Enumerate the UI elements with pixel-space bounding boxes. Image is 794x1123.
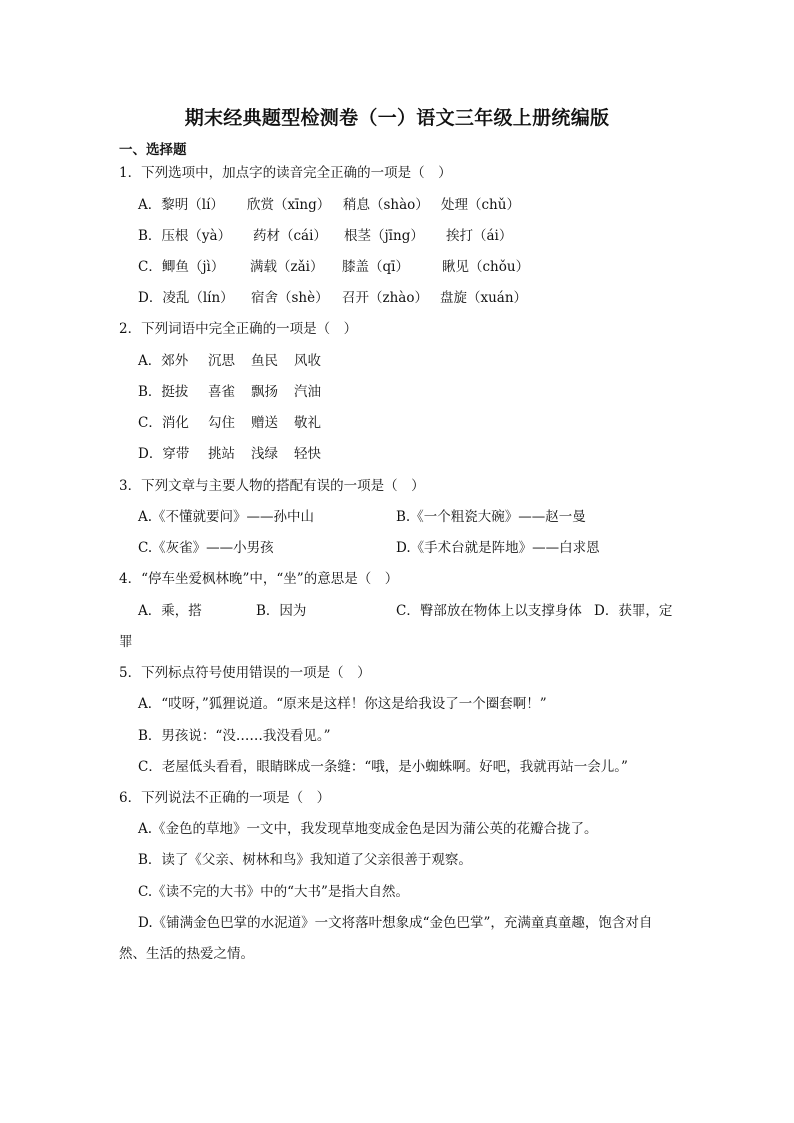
option-cell: 敬礼 [294,415,321,431]
option-cell: 喜雀 [208,384,235,400]
question-6-option-d-continuation: 然、生活的热爱之情。 [119,946,254,962]
option-cell: 药材（cái） [253,228,327,244]
question-2-option-a [138,352,321,370]
page-title: 期末经典题型检测卷（一）语文三年级上册统编版 [184,107,610,129]
option-cell: 满载（zǎi） [250,259,324,275]
question-6-option-b: B．读了《父亲、树林和鸟》我知道了父亲很善于观察。 [138,852,472,868]
option-cell: 膝盖（qī） [342,259,409,275]
option-cell: 盘旋（xuán） [440,290,528,306]
option-cell: 浅绿 [251,446,278,462]
question-2-option-c [138,414,321,432]
option-cell: C．消化 [138,415,189,431]
option-cell: 轻快 [294,446,321,462]
question-1-option-c [138,258,529,276]
question-3-stem: 3．下列文章与主要人物的搭配有误的一项是（ ） [119,478,425,494]
option-cell: B．挺拔 [138,384,189,400]
option-cell: B．压根（yà） [138,228,232,244]
option-cell: 欣赏（xīng） [247,197,331,213]
option-cell: C.《灰雀》——小男孩 [138,540,274,556]
question-5-stem: 5．下列标点符号使用错误的一项是（ ） [119,665,371,681]
question-1-option-d [138,289,527,307]
option-cell: 汽油 [294,384,321,400]
option-cell: C．鲫鱼（jì） [138,259,225,275]
option-cell: 宿舍（shè） [251,290,329,306]
question-6-stem: 6．下列说法不正确的一项是（ ） [119,790,331,806]
question-1-option-b [138,227,512,245]
option-cell: 瞅见（chǒu） [442,259,530,275]
option-cell: 鱼民 [251,353,278,369]
option-cell: D．获罪，定 [594,603,673,619]
question-5-option-b: B．男孩说：“没……我没看见。” [138,728,331,744]
option-cell: A．乘，搭 [138,603,202,619]
option-cell: 召开（zhào） [342,290,428,306]
option-cell: 挨打（ái） [446,228,513,244]
option-cell: A．黎明（lí） [138,197,224,213]
question-6-option-c: C.《读不完的大书》中的“大书”是指大自然。 [138,884,409,900]
option-cell: D.《手术台就是阵地》——白求恩 [396,540,600,556]
question-6-option-a: A.《金色的草地》一文中，我发现草地变成金色是因为蒲公英的花瓣合拢了。 [138,821,598,837]
option-cell: 勾住 [208,415,235,431]
option-cell: D．穿带 [138,446,190,462]
question-4-option-continuation: 罪 [119,634,133,650]
question-3-option-row-1 [138,508,586,526]
question-1-option-a [138,196,520,214]
option-cell: B.《一个粗瓷大碗》——赵一曼 [396,509,586,525]
question-6-option-d: D.《铺满金色巴掌的水泥道》一文将落叶想象成“金色巴掌”，充满童真童趣，饱含对自 [138,915,653,931]
option-cell: 飘扬 [251,384,278,400]
option-cell: B．因为 [256,603,307,619]
option-cell: 稍息（shào） [343,197,429,213]
question-5-option-c: C．老屋低头看看，眼睛眯成一条缝：“哦，是小蜘蛛啊。好吧，我就再站一会儿。” [138,759,628,775]
option-cell: A.《不懂就要问》——孙中山 [138,509,315,525]
option-cell: 根茎（jīng） [344,228,424,244]
question-2-stem: 2．下列词语中完全正确的一项是（ ） [119,321,358,337]
question-5-option-a: A．“哎呀，”狐狸说道。“原来是这样！你这是给我设了一个圈套啊！” [138,696,547,712]
option-cell: 赠送 [251,415,278,431]
question-4-stem: 4．“停车坐爱枫林晚”中，“坐”的意思是（ ） [119,571,399,587]
option-cell: 风收 [294,353,321,369]
section-heading: 一、选择题 [119,142,187,158]
question-3-option-row-2 [138,539,600,557]
option-cell: 处理（chǔ） [441,197,520,213]
option-cell: 挑站 [208,446,235,462]
option-cell: C．臀部放在物体上以支撑身体 [396,603,582,619]
option-cell: A．郊外 [138,353,189,369]
question-2-option-d [138,445,321,463]
question-1-stem: 1．下列选项中，加点字的读音完全正确的一项是（ ） [119,165,452,181]
question-4-option-row [138,602,672,620]
option-cell: D．凌乱（lín） [138,290,234,306]
question-2-option-b [138,383,321,401]
option-cell: 沉思 [208,353,235,369]
